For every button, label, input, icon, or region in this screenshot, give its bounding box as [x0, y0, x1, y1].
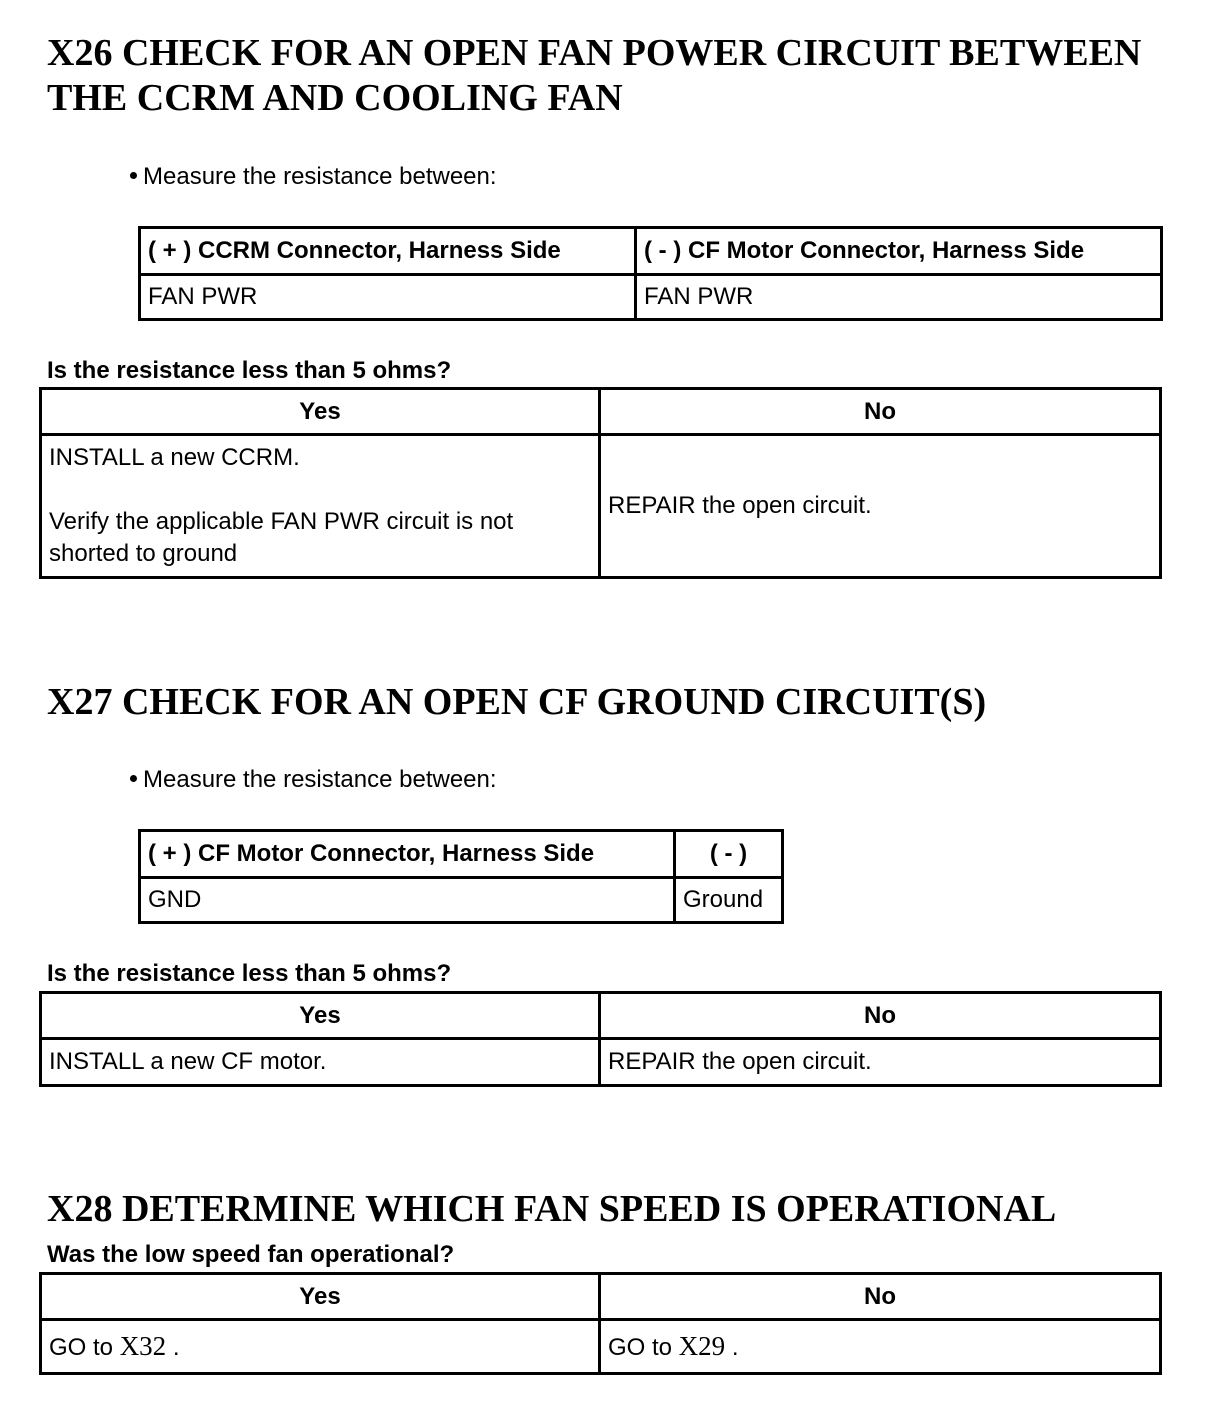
bullet-item — [130, 162, 497, 192]
column-header: ( - ) — [675, 831, 783, 878]
no-cell: REPAIR the open circuit. — [600, 435, 1161, 578]
no-prefix: GO to — [608, 1334, 679, 1361]
yes-prefix: GO to — [49, 1334, 120, 1361]
yes-cell: INSTALL a new CF motor. — [41, 1039, 600, 1086]
table-row — [140, 275, 1162, 320]
table-header-row — [140, 831, 783, 878]
table-header-row — [41, 389, 1161, 435]
table-cell: Ground — [675, 878, 783, 923]
no-suffix: . — [725, 1334, 739, 1361]
table-header-row — [41, 1274, 1161, 1320]
go-to-x29-link[interactable]: X29 — [678, 1331, 726, 1361]
no-header: No — [600, 1274, 1161, 1320]
yes-header: Yes — [41, 389, 600, 435]
bullet-text: Measure the resistance between: — [143, 766, 497, 793]
table-row — [41, 435, 1161, 578]
no-cell — [600, 1320, 1161, 1374]
yes-suffix: . — [166, 1334, 180, 1361]
result-table-x28 — [39, 1272, 1162, 1375]
step-title-x28: X28 DETERMINE WHICH FAN SPEED IS OPERATIONAL — [47, 1188, 1057, 1230]
table-row — [41, 1320, 1161, 1374]
bullet-icon — [130, 172, 137, 179]
no-cell: REPAIR the open circuit. — [600, 1039, 1161, 1086]
bullet-text: Measure the resistance between: — [143, 163, 497, 190]
measurement-table-x26 — [138, 226, 1163, 321]
result-table-x26 — [39, 387, 1162, 579]
yes-header: Yes — [41, 1274, 600, 1320]
yes-cell — [41, 435, 600, 578]
yes-cell — [41, 1320, 600, 1374]
table-row — [41, 1039, 1161, 1086]
column-header: ( - ) CF Motor Connector, Harness Side — [636, 228, 1162, 275]
table-header-row — [41, 993, 1161, 1039]
column-header: ( + ) CCRM Connector, Harness Side — [140, 228, 636, 275]
question-x26: Is the resistance less than 5 ohms? — [47, 357, 452, 384]
measurement-table-x27 — [138, 829, 784, 924]
step-title-x27: X27 CHECK FOR AN OPEN CF GROUND CIRCUIT(S) — [47, 681, 987, 723]
yes-action: INSTALL a new CCRM. — [49, 444, 300, 471]
bullet-item — [130, 765, 497, 795]
go-to-x32-link[interactable]: X32 — [119, 1331, 167, 1361]
table-row — [140, 878, 783, 923]
question-x28: Was the low speed fan operational? — [47, 1241, 455, 1268]
table-header-row — [140, 228, 1162, 275]
table-cell: FAN PWR — [636, 275, 1162, 320]
question-x27: Is the resistance less than 5 ohms? — [47, 960, 452, 987]
no-header: No — [600, 993, 1161, 1039]
column-header: ( + ) CF Motor Connector, Harness Side — [140, 831, 675, 878]
result-table-x27 — [39, 991, 1162, 1087]
bullet-icon — [130, 775, 137, 782]
yes-header: Yes — [41, 993, 600, 1039]
step-title-x26: X26 CHECK FOR AN OPEN FAN POWER CIRCUIT BETWEEN THE CCRM AND COOLING FAN — [47, 32, 1142, 119]
table-cell: FAN PWR — [140, 275, 636, 320]
table-cell: GND — [140, 878, 675, 923]
no-header: No — [600, 389, 1161, 435]
yes-note: Verify the applicable FAN PWR circuit is not shorted to ground — [49, 508, 514, 567]
